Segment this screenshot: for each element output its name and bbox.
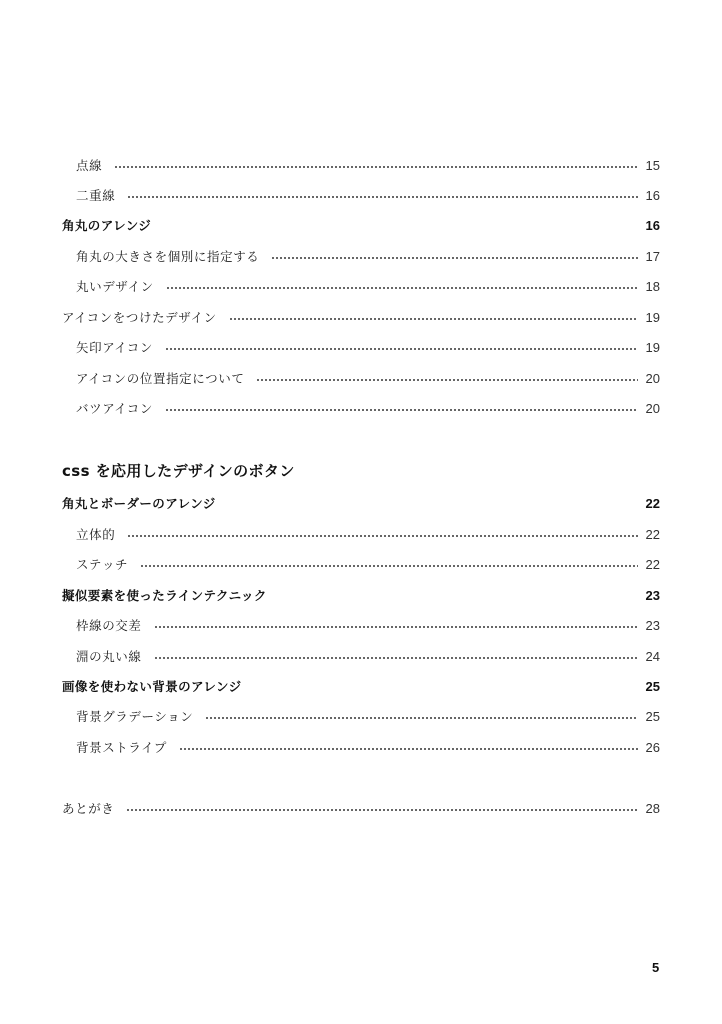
toc-entry[interactable] (62, 707, 660, 727)
toc-entry-page: 20 (645, 401, 660, 416)
dot-leader (154, 657, 638, 659)
dot-leader (256, 379, 637, 381)
toc-entry[interactable] (62, 555, 660, 575)
dot-leader (165, 348, 638, 350)
toc-entry[interactable] (62, 647, 660, 667)
toc-entry[interactable] (62, 277, 660, 297)
toc-entry[interactable] (62, 186, 660, 206)
toc-entry-page: 16 (645, 188, 660, 203)
toc-entry-page: 19 (645, 340, 660, 355)
toc-entry-page: 28 (645, 801, 660, 816)
toc-section[interactable] (62, 494, 660, 514)
toc-entry-label: 矢印アイコン (76, 340, 153, 355)
dot-leader (205, 717, 637, 719)
toc-section-label: 擬似要素を使ったラインテクニック (62, 588, 267, 603)
toc-entry[interactable] (62, 616, 660, 636)
toc-entry-page: 25 (645, 709, 660, 724)
dot-leader (166, 287, 638, 289)
toc-entry-label: アイコンをつけたデザイン (62, 310, 217, 325)
toc-section-page: 16 (645, 218, 660, 233)
toc-entry-label: 角丸の大きさを個別に指定する (76, 249, 260, 264)
toc-section[interactable] (62, 586, 660, 606)
dot-leader (126, 809, 637, 811)
dot-leader (140, 565, 637, 567)
toc-section[interactable] (62, 677, 660, 697)
dot-leader (179, 748, 638, 750)
toc-entry-label: 丸いデザイン (76, 279, 154, 294)
toc-entry-label: 点線 (76, 158, 103, 173)
toc-entry-page: 20 (645, 371, 660, 386)
toc-entry-page: 22 (645, 527, 660, 542)
dot-leader (127, 196, 637, 198)
dot-leader (229, 318, 638, 320)
toc-entry[interactable] (62, 308, 660, 328)
toc-section-label: 画像を使わない背景のアレンジ (62, 679, 242, 694)
toc-chapter[interactable] (62, 459, 660, 483)
dot-leader (114, 166, 637, 168)
toc-entry-label: 背景ストライプ (76, 740, 167, 755)
toc-entry-label: アイコンの位置指定について (76, 371, 245, 386)
toc-entry-label: 枠線の交差 (76, 618, 142, 633)
toc-section-page: 22 (645, 496, 660, 511)
toc-entry-label: 淵の丸い線 (76, 649, 142, 664)
toc-entry-page: 15 (645, 158, 660, 173)
toc-section[interactable] (62, 216, 660, 236)
toc-entry-page: 24 (645, 649, 660, 664)
toc-entry-label: ステッチ (76, 557, 129, 572)
toc-entry-page: 26 (645, 740, 660, 755)
dot-leader (271, 257, 637, 259)
dot-leader (154, 626, 638, 628)
toc-entry-page: 23 (645, 618, 660, 633)
toc-entry-label: 二重線 (76, 188, 116, 203)
toc-chapter-title: css を応用したデザインのボタン (62, 462, 295, 480)
toc-entry-page: 22 (645, 557, 660, 572)
toc-entry-label: 立体的 (76, 527, 116, 542)
page-number: 5 (652, 960, 660, 975)
toc-entry-page: 19 (645, 310, 660, 325)
toc-section-page: 23 (645, 588, 660, 603)
toc-entry[interactable] (62, 247, 660, 267)
toc-entry[interactable] (62, 738, 660, 758)
toc-entry-label: バツアイコン (76, 401, 153, 416)
toc-entry-afterword[interactable] (62, 799, 660, 819)
dot-leader (165, 409, 638, 411)
toc-entry[interactable] (62, 399, 660, 419)
toc-entry[interactable] (62, 369, 660, 389)
toc-section-page: 25 (645, 679, 660, 694)
toc-section-label: 角丸のアレンジ (62, 218, 152, 233)
toc-entry-page: 18 (645, 279, 660, 294)
toc-entry[interactable] (62, 156, 660, 176)
dot-leader (127, 535, 637, 537)
toc-entry-label: あとがき (62, 801, 115, 816)
toc-entry[interactable] (62, 525, 660, 545)
toc-entry-label: 背景グラデーション (76, 709, 194, 724)
toc-section-label: 角丸とボーダーのアレンジ (62, 496, 216, 511)
toc-entry[interactable] (62, 338, 660, 358)
toc-entry-page: 17 (645, 249, 660, 264)
